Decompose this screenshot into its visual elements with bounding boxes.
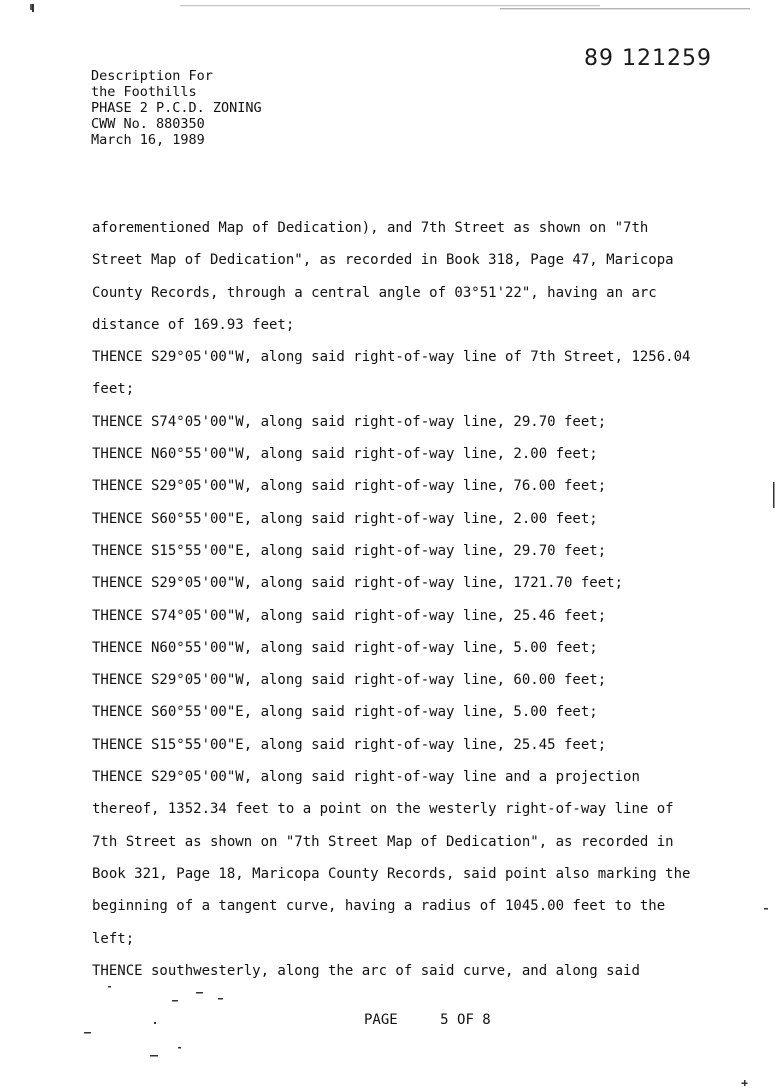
- body-line: THENCE S15°55'00"E, along said right-of-way line, 25.45 feet;: [92, 736, 607, 753]
- body-line: THENCE S29°05'00"W, along said right-of-way line, 1721.70 feet;: [92, 575, 624, 592]
- body-line: THENCE S29°05'00"W, along said right-of-way line of 7th Street, 1256.04: [92, 349, 691, 366]
- body-line: THENCE S29°05'00"W, along said right-of-way line, 60.00 feet;: [92, 672, 607, 689]
- body-line: THENCE S74°05'00"W, along said right-of-way line, 25.46 feet;: [92, 607, 607, 624]
- body-line: THENCE N60°55'00"W, along said right-of-way line, 2.00 feet;: [92, 446, 598, 463]
- page-number: 5 OF 8: [440, 1012, 491, 1028]
- body-line: feet;: [92, 381, 135, 398]
- body-line: distance of 169.93 feet;: [92, 316, 295, 333]
- body-line: Street Map of Dedication", as recorded in Book 318, Page 47, Maricopa: [92, 252, 674, 269]
- body-line: THENCE S60°55'00"E, along said right-of-way line, 2.00 feet;: [92, 510, 598, 527]
- legal-description-body: [92, 218, 757, 993]
- page-footer: [364, 1012, 491, 1028]
- description-header: [91, 68, 262, 148]
- header-line: March 16, 1989: [91, 132, 205, 148]
- header-line: Description For: [91, 68, 213, 84]
- body-line: left;: [92, 930, 135, 947]
- body-line: aforementioned Map of Dedication), and 7th Street as shown on "7th: [92, 220, 649, 236]
- header-line: PHASE 2 P.C.D. ZONING: [91, 100, 262, 116]
- body-line: County Records, through a central angle of 03°51'22", having an arc: [92, 284, 657, 301]
- body-line: THENCE S29°05'00"W, along said right-of-way line, 76.00 feet;: [92, 478, 607, 495]
- body-line: THENCE N60°55'00"W, along said right-of-way line, 5.00 feet;: [92, 639, 598, 656]
- page-label: PAGE: [364, 1012, 398, 1028]
- body-line: beginning of a tangent curve, having a radius of 1045.00 feet to the: [92, 898, 666, 915]
- body-line: THENCE S29°05'00"W, along said right-of-way line and a projection: [92, 769, 640, 786]
- document-number: 89 121259: [584, 46, 712, 71]
- body-line: THENCE S60°55'00"E, along said right-of-way line, 5.00 feet;: [92, 704, 598, 721]
- scan-noise-strip: [30, 2, 750, 12]
- body-line: 7th Street as shown on "7th Street Map of Dedication", as recorded in: [92, 833, 674, 850]
- body-line: THENCE southwesterly, along the arc of said curve, and along said: [92, 962, 640, 979]
- body-line: thereof, 1352.34 feet to a point on the westerly right-of-way line of: [92, 801, 674, 818]
- header-line: CWW No. 880350: [91, 116, 205, 132]
- header-line: the Foothills: [91, 84, 197, 100]
- body-line: Book 321, Page 18, Maricopa County Records, said point also marking the: [92, 865, 691, 882]
- body-line: THENCE S74°05'00"W, along said right-of-way line, 29.70 feet;: [92, 413, 607, 430]
- body-line: THENCE S15°55'00"E, along said right-of-way line, 29.70 feet;: [92, 542, 607, 559]
